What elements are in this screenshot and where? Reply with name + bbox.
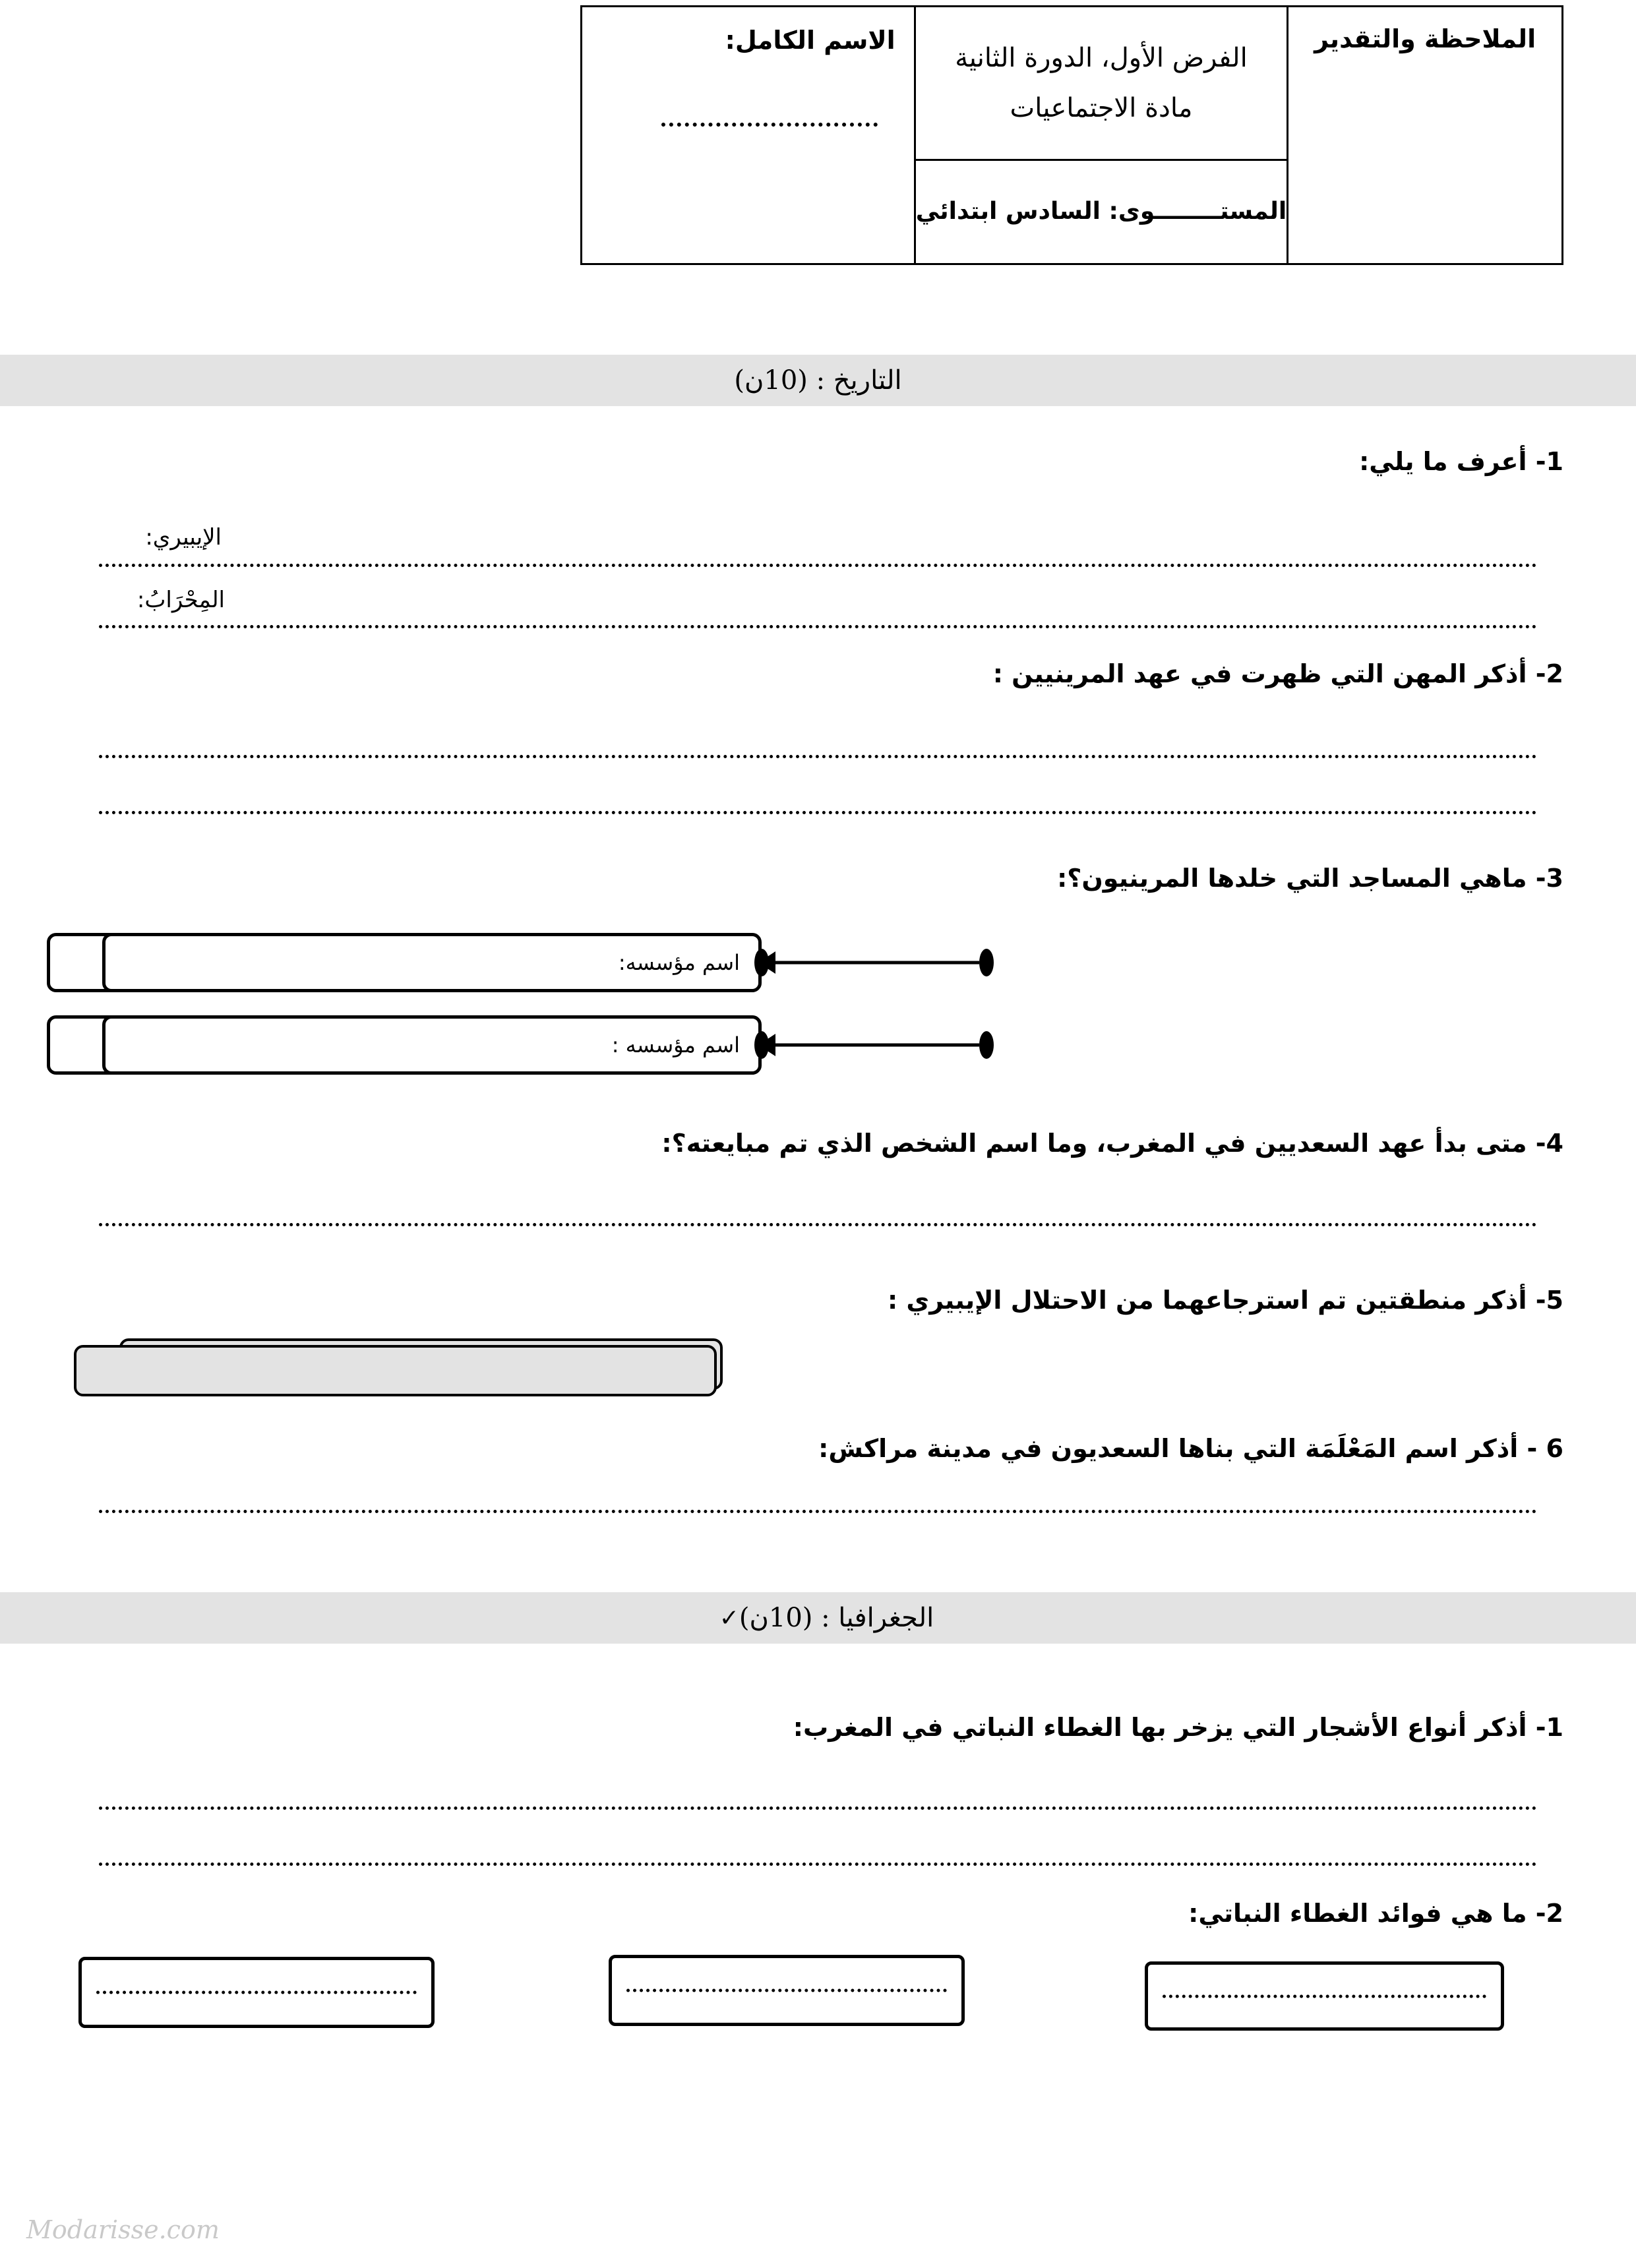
geography-question-2: 2- ما هي فوائد الغطاء النباتي: [1188, 1899, 1563, 1928]
flow-arrow-1-line [770, 961, 979, 965]
history-question-2: 2- أذكر المهن التي ظهرت في عهد المرينيين : [992, 659, 1563, 688]
history-question-3: 3- ماهي المساجد التي خلدها المرينيون؟: [1057, 864, 1563, 893]
flow-arrow-2-source-dot [979, 1031, 994, 1059]
flow-arrow-2-line [770, 1044, 979, 1047]
region-answer-box-2[interactable] [74, 1345, 717, 1396]
flow-arrow-1 [758, 949, 986, 976]
exam-title-block [916, 7, 1287, 161]
founder-name-box-2[interactable] [102, 1015, 762, 1075]
level-block [916, 161, 1287, 261]
section-banner-geography [0, 1592, 1636, 1644]
student-name-blank[interactable] [661, 123, 878, 127]
vegetation-benefit-box-1[interactable] [78, 1957, 435, 2028]
history-q2-blank-line-2[interactable] [99, 811, 1537, 814]
vegetation-benefit-box-2[interactable] [609, 1955, 965, 2026]
history-q1-sub1-blank[interactable] [99, 564, 1537, 567]
site-watermark: Modarisse.com [26, 2215, 220, 2244]
founder-name-box-2-label: اسم مؤسسه : [611, 1032, 740, 1058]
geography-q1-blank-line-2[interactable] [99, 1863, 1537, 1866]
vegetation-benefit-box-3[interactable] [1145, 1961, 1504, 2031]
flow-arrow-1-source-dot [979, 949, 994, 976]
header-info-table [580, 5, 1563, 265]
observation-cell [1288, 7, 1563, 264]
flow-arrow-2 [758, 1032, 986, 1058]
history-q1-sub1-label: الإيبيري: [145, 524, 222, 551]
geography-question-1: 1- أذكر أنواع الأشجار التي يزخر بها الغطاء النباتي في المغرب: [793, 1713, 1563, 1742]
history-q1-sub2-blank[interactable] [99, 625, 1537, 628]
level-label: المستــــــــوى: السادس ابتدائي [915, 197, 1287, 225]
student-name-cell [581, 7, 915, 264]
history-question-4: 4- متى بدأ عهد السعديين في المغرب، وما اسم الشخص الذي تم مبايعته؟: [661, 1129, 1563, 1158]
history-q6-blank-line[interactable] [99, 1510, 1537, 1513]
founder-name-box-1[interactable] [102, 933, 762, 992]
section-banner-history [0, 355, 1636, 406]
geography-q1-blank-line-1[interactable] [99, 1806, 1537, 1810]
observation-label: الملاحظة والتقدير [1314, 24, 1536, 53]
vegetation-benefit-box-2-blank[interactable] [626, 1989, 947, 1992]
history-q4-blank-line[interactable] [99, 1223, 1537, 1226]
student-name-label: الاسم الكامل: [725, 26, 895, 55]
history-q2-blank-line-1[interactable] [99, 755, 1537, 758]
flow-arrow-2-target-dot [754, 1031, 769, 1059]
history-banner-label: التاريخ : (10ن) [734, 365, 902, 396]
checkmark-icon: ✓ [719, 1604, 739, 1632]
vegetation-benefit-box-3-blank[interactable] [1163, 1994, 1486, 1998]
founder-name-box-1-label: اسم مؤسسه: [618, 950, 740, 975]
history-q1-sub2-label: المِحْرَابُ: [136, 587, 225, 613]
exam-info-cell [915, 7, 1288, 264]
exam-title-line1: الفرض الأول، الدورة الثانية [955, 43, 1248, 73]
history-question-6: 6 - أذكر اسم المَعْلَمَة التي بناها السعديون في مدينة مراكش: [818, 1434, 1563, 1463]
exam-subject-line: مادة الاجتماعيات [1010, 93, 1193, 123]
vegetation-benefit-box-1-blank[interactable] [96, 1991, 417, 1994]
history-question-5: 5- أذكر منطقتين تم استرجاعهما من الاحتلال الإيبيري : [887, 1286, 1563, 1315]
geography-banner-label: الجغرافيا : (10ن) [739, 1603, 934, 1633]
flow-arrow-1-target-dot [754, 949, 769, 976]
history-question-1: 1- أعرف ما يلي: [1359, 447, 1563, 476]
